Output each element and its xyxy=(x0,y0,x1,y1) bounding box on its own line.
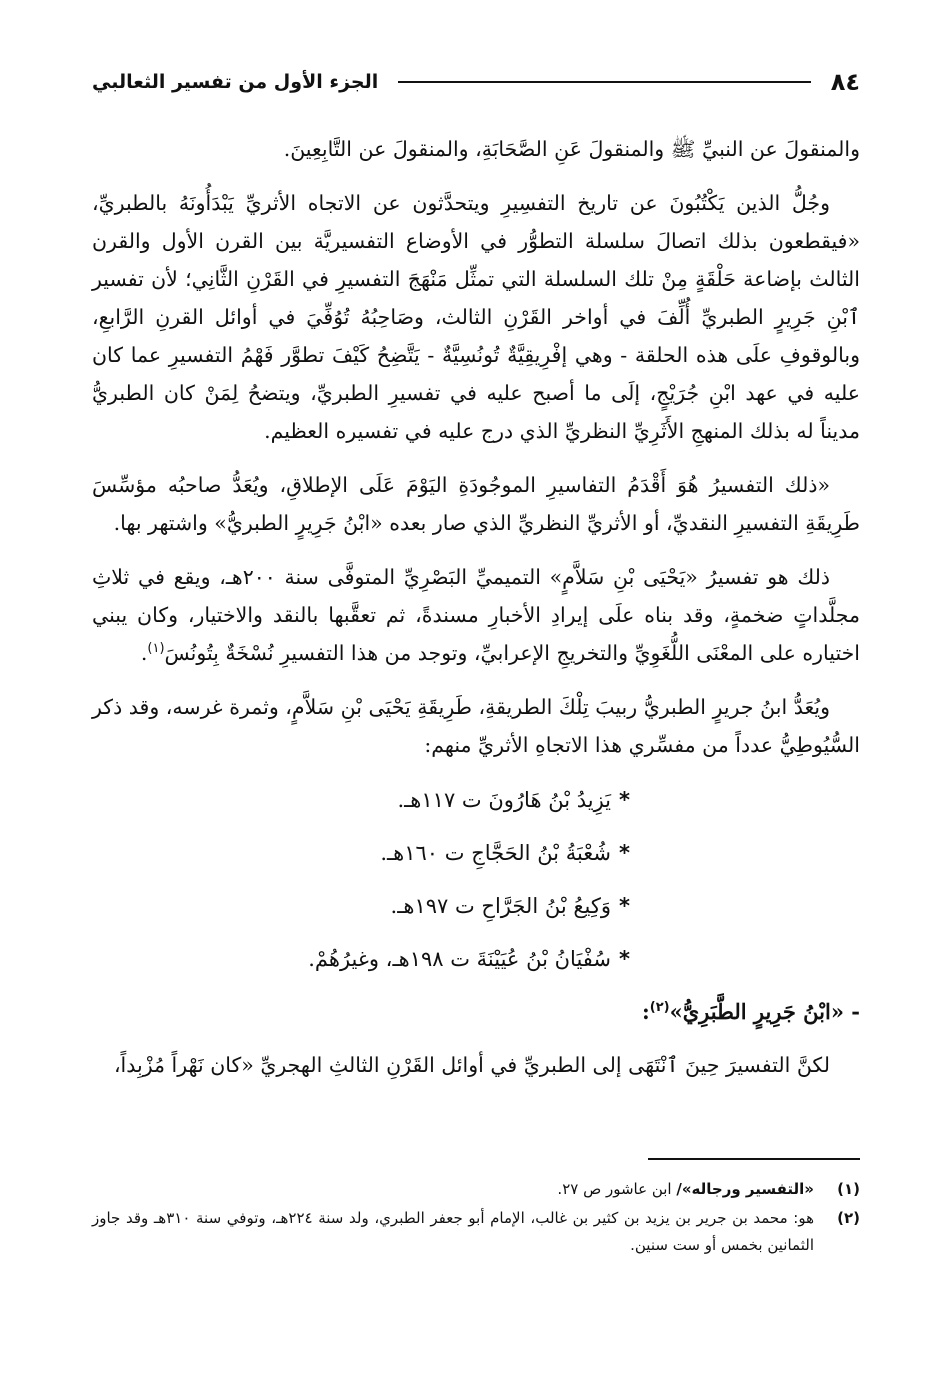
footnote-ref-1: (١) xyxy=(147,641,165,657)
paragraph-2: وجُلُّ الذين يَكْتُبُونَ عن تاريخ التفسِيرِ ويتحدَّثون عن الاتجاه الأثريِّ يَبْدَأُونَهُ بالطبريِّ، «فيقطعون بذلك اتصالَ سلسلة التطوُّر في الأوضاع التفسيريَّة بين القرن الأول والقرن الثالث بإضاعة حَلْقَةٍ مِنْ تلك السلسلة التي تمثِّل مَنْهَجَ التفسيرِ في القَرْنِ الثَّانِي؛ لأن تفسير ٱبْنِ جَرِيرٍ الطبريِّ أُلِّفَ في أواخر القَرْنِ الثالث، وصَاحِبُهُ تُوُفِّيَ في أوائل القرنِ الرَّابعِ، وبالوقوفِ علَى هذه الحلقة - وهي إفْرِيقِيَّةٌ تُونُسِيَّةٌ - يَتَّضِحُ كَيْفَ تطوَّر فَهْمُ التفسيرِ عما كان عليه في عهد ابْنِ جُرَيْجٍ، إلَى ما أصبح عليه في تفسيرِ الطبريِّ، ويتضحُ لِمَنْ كان الطبريُّ مديناً له بذلك المنهجِ الأَثَرِيِّ النظريِّ الذي درج عليه في تفسيره العظيم. xyxy=(92,191,860,443)
footnote-rule xyxy=(648,1158,860,1160)
header-rule xyxy=(398,81,810,83)
paragraph-6: لكنَّ التفسيرَ حِينَ ٱنْتَهَى إلى الطبريِّ في أوائل القَرْنِ الثالثِ الهجريِّ «كان نَهْراً مُزْبِداً، xyxy=(113,1053,830,1077)
subheading-text: - «ابْنُ جَرِيرٍ الطَّبَرِيُّ» xyxy=(669,999,860,1024)
star-marker: * xyxy=(619,788,630,812)
footnote-1 xyxy=(92,1176,860,1203)
section-subheading xyxy=(92,990,860,1034)
page-header xyxy=(92,62,860,102)
running-title: الجزء الأول من تفسير الثعالبي xyxy=(92,71,379,93)
list-item xyxy=(92,880,860,933)
footnote-text: هو: محمد بن جرير بن يزيد بن كثير بن غالب، الإمام أبو جعفر الطبري، ولد سنة ٢٢٤هـ، وتوفي سنة ٣١٠هـ وقد جاوز الثمانين بخمس أو ست سنين. xyxy=(92,1209,814,1254)
page-number: ٨٤ xyxy=(830,68,860,96)
footnotes xyxy=(92,1176,860,1261)
list-item-text: وَكِيعُ بْنُ الجَرَّاحِ ت ١٩٧هـ. xyxy=(390,894,612,918)
list-item xyxy=(92,933,860,986)
footnote-ref-2: (٢) xyxy=(649,1000,670,1015)
body-text xyxy=(92,130,860,1094)
paragraph-4-text: ذلك هو تفسيرُ «يَحْيَى بْنِ سَلاَّمٍ» التميميِّ البَصْرِيِّ المتوفَّى سنة ٢٠٠هـ، ويقع في ثلاثِ مجلَّداتٍ ضخمةٍ، وقد بناه علَى إيرادِ الأخبارِ مسندةً، ثم تعقَّبها بالنقد والاختيار، وكان يبني اختياره على المعْنَى اللُّغَوِيِّ والتخريجِ الإعرابيِّ، وتوجد من هذا التفسيرِ نُسْخَةٌ بِتُونُسَ xyxy=(92,565,860,665)
footnote-body: ابن عاشور ص ٢٧. xyxy=(557,1180,677,1198)
footnote-number: (١) xyxy=(837,1180,860,1198)
footnote-source-title: «التفسير ورجاله»/ xyxy=(676,1180,814,1198)
star-marker: * xyxy=(619,947,630,971)
paragraph-5: ويُعَدُّ ابنُ جريرٍ الطبريُّ ربيبَ تِلْكَ الطريقةِ، طَرِيقَةِ يَحْيَى بْنِ سَلاَّمٍ، وثمرة غرسه، وقد ذكر السُّيُوطِيُّ عدداً من مفسِّري هذا الاتجاهِ الأثريِّ منهم: xyxy=(92,695,860,757)
footnote-text xyxy=(92,1176,814,1203)
star-marker: * xyxy=(619,841,630,865)
footnote-2 xyxy=(92,1205,860,1259)
paragraph-1: والمنقولَ عن النبيِّ ﷺ والمنقولَ عَنِ الصَّحَابَةِ، والمنقولَ عن التَّابِعِينَ. xyxy=(283,137,860,161)
list-item-text: سُفْيَانُ بْنُ عُيَيْنَةَ ت ١٩٨هـ، وغيرُهُمْ. xyxy=(308,947,612,971)
list-item-text: شُعْبَةُ بْنُ الحَجَّاجِ ت ١٦٠هـ. xyxy=(380,841,612,865)
list-item xyxy=(92,774,860,827)
subheading-colon: : xyxy=(642,999,650,1024)
list-item-text: يَزِيدُ بْنُ هَارُونَ ت ١١٧هـ. xyxy=(397,788,612,812)
footnote-number: (٢) xyxy=(837,1209,860,1227)
star-marker: * xyxy=(619,894,630,918)
paragraph-3: «ذلك التفسيرُ هُوَ أَقْدَمُ التفاسيرِ الموجُودَةِ اليَوْمَ عَلَى الإطلاقِ، ويُعَدُّ صاحبُه مؤسِّسَ طَرِيقَةِ التفسيرِ النقديِّ، أو الأثريِّ النظريِّ الذي صار بعده «ابْنُ جَرِيرٍ الطبريُّ» واشتهر بها. xyxy=(92,473,860,535)
paragraph-4 xyxy=(92,558,860,672)
list-item xyxy=(92,827,860,880)
scholars-list xyxy=(92,774,860,986)
paragraph-4-end: . xyxy=(140,641,148,665)
